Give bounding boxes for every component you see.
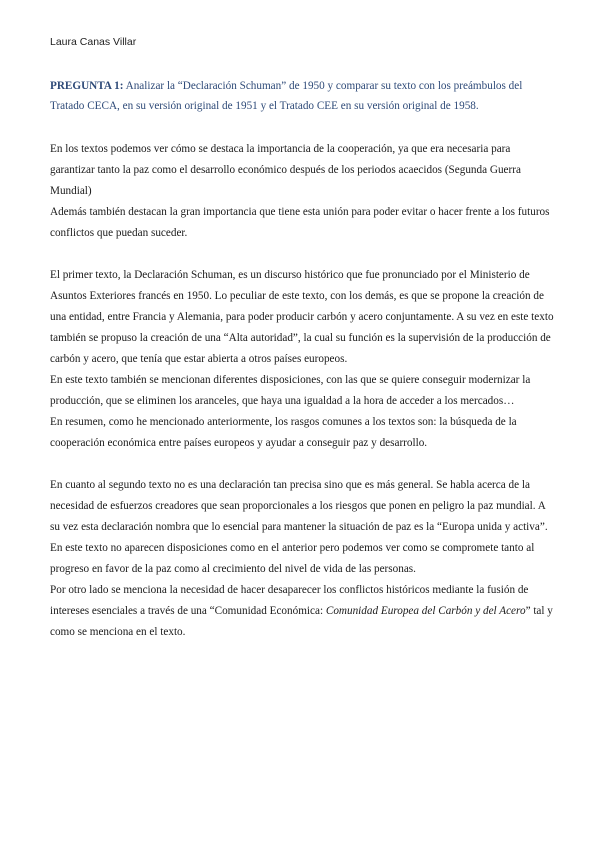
paragraph-gap xyxy=(50,454,556,475)
document-body xyxy=(50,76,556,643)
paragraph-conflicts-start: Por otro lado se menciona la necesidad de hacer desaparecer los conflictos históricos mediante la fusión de intereses esenciales a través de una “Comunidad Económica: xyxy=(50,584,529,617)
paragraph-conflicts-end: ” tal y como se menciona en el texto. xyxy=(50,605,553,638)
paragraph-progress: En este texto no aparecen disposiciones como en el anterior pero podemos ver como se compromete tanto al progreso en favor de la paz como al crecimiento del nivel de vida de las personas. xyxy=(50,542,535,575)
paragraph-union: Además también destacan la gran importancia que tiene esta unión para poder evitar o hacer frente a los futuros conflictos que puedan suceder. xyxy=(50,206,550,239)
community-name-italic: Comunidad Europea del Carbón y del Acero xyxy=(325,605,526,617)
paragraph-dispositions: En este texto también se mencionan diferentes disposiciones, con las que se quiere conseguir modernizar la producción, que se eliminen los aranceles, que haya una igualdad a la hora de acceder a los mercados… xyxy=(50,374,531,407)
author-name: Laura Canas Villar xyxy=(50,36,137,48)
question-label: PREGUNTA 1: xyxy=(50,80,124,92)
question-heading xyxy=(50,76,556,116)
paragraph-conflicts xyxy=(50,580,556,643)
question-text: Analizar la “Declaración Schuman” de 1950 y comparar su texto con los preámbulos del Tratado CECA, en su versión original de 1951 y el Tratado CEE en su versión original de 1958. xyxy=(50,80,523,112)
paragraph-cooperation: En los textos podemos ver cómo se destaca la importancia de la cooperación, ya que era necesaria para garantizar tanto la paz como el desarrollo económico después de los periodos acaecidos (Segunda Guerra Mundial) xyxy=(50,143,521,197)
paragraph-summary: En resumen, como he mencionado anteriormente, los rasgos comunes a los textos son: la búsqueda de la cooperación económica entre países europeos y ayudar a conseguir paz y desarrollo. xyxy=(50,416,517,449)
paragraph-first-text: El primer texto, la Declaración Schuman, es un discurso histórico que fue pronunciado por el Ministerio de Asuntos Exteriores francés en 1950. Lo peculiar de este texto, con los demás, es que se propone la creación de una entidad, entre Francia y Alemania, para poder producir carbón y acero conjuntamente. A su vez en este texto también se propuso la creación de una “Alta autoridad”, la cual su función es la supervisión de la producción de carbón y acero, que tenía que estar abierta a otros países europeos. xyxy=(50,269,554,365)
paragraph-second-text: En cuanto al segundo texto no es una declaración tan precisa sino que es más general. Se habla acerca de la necesidad de esfuerzos creadores que sean proporcionales a los riesgos que ponen en peligro la paz mundial. A su vez esta declaración nombra que lo esencial para mantener la situación de paz es la “Europa unida y activa”. xyxy=(50,479,548,533)
paragraph-gap xyxy=(50,244,556,265)
